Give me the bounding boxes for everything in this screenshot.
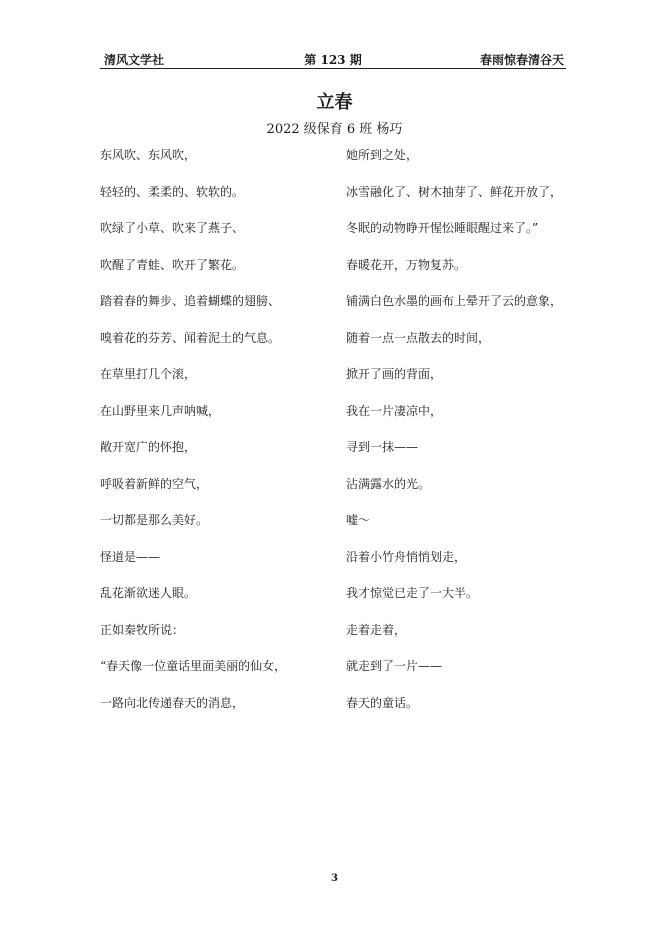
poem-line: 寻到一抹——	[346, 440, 419, 454]
poem-line: 春天的童话。	[346, 695, 419, 710]
poem-right-column	[346, 143, 576, 727]
poem-line: 随着一点一点散去的时间，	[346, 330, 491, 345]
poem-line: 轻轻的、柔柔的、软软的。	[100, 184, 245, 199]
poem-line: 一路向北传递春天的消息，	[100, 695, 245, 710]
page-number: 3	[331, 873, 338, 884]
poem-line: 踏着春的舞步、追着蝴蝶的翅膀、	[100, 294, 281, 308]
poem-line: 吹绿了小草、吹来了燕子、	[100, 221, 245, 235]
page-header	[100, 50, 566, 69]
magazine-name: 清风文学社	[104, 53, 165, 67]
poem-line: 冬眠的动物睁开惺忪睡眼醒过来了。”	[346, 221, 539, 235]
poem-line: 就走到了一片——	[346, 659, 443, 673]
poem-line: 我才惊觉已走了一大半。	[346, 586, 479, 600]
poem-line: “春天像一位童话里面美丽的仙女，	[100, 659, 287, 673]
poem-left-column	[100, 143, 330, 727]
poem-line: 在草里打几个滚，	[100, 367, 197, 381]
poem-line: 在山野里来几声呐喊，	[100, 403, 221, 418]
poem-line: 东风吹、东风吹，	[100, 148, 197, 162]
poem-line: 怪道是——	[100, 549, 161, 564]
poem-line: 正如秦牧所说：	[100, 622, 185, 637]
poem-line: 乱花渐欲迷人眼。	[100, 586, 197, 600]
poem-line: 我在一片凄凉中，	[346, 403, 443, 418]
poem-line: 沿着小竹舟悄悄划走，	[346, 549, 467, 564]
poem-line: 呼吸着新鲜的空气，	[100, 476, 209, 491]
poem-line: 嗅着花的芬芳、闻着泥土的气息。	[100, 330, 281, 345]
issue-theme: 春雨惊春清谷天	[479, 53, 564, 67]
poem-title: 立春	[316, 92, 353, 113]
poem-line: 她所到之处，	[346, 148, 419, 162]
poem-line: 嘘～	[346, 513, 371, 527]
poem-line: 敞开宽广的怀抱，	[100, 440, 197, 454]
poem-line: 一切都是那么美好。	[100, 513, 209, 527]
poem-line: 春暖花开，万物复苏。	[346, 257, 467, 272]
poem-line: 铺满白色水墨的画布上晕开了云的意象，	[346, 294, 563, 308]
poem-line: 吹醒了青蛙、吹开了繁花。	[100, 257, 245, 272]
poem-line: 走着走着，	[346, 622, 407, 637]
issue-number: 第 123 期	[304, 53, 362, 67]
author-byline: 2022 级保育 6 班 杨巧	[266, 122, 403, 137]
poem-line: 沾满露水的光。	[346, 476, 431, 491]
poem-line: 冰雪融化了、树木抽芽了、鲜花开放了，	[346, 184, 563, 199]
poem-line: 掀开了画的背面，	[346, 367, 443, 381]
